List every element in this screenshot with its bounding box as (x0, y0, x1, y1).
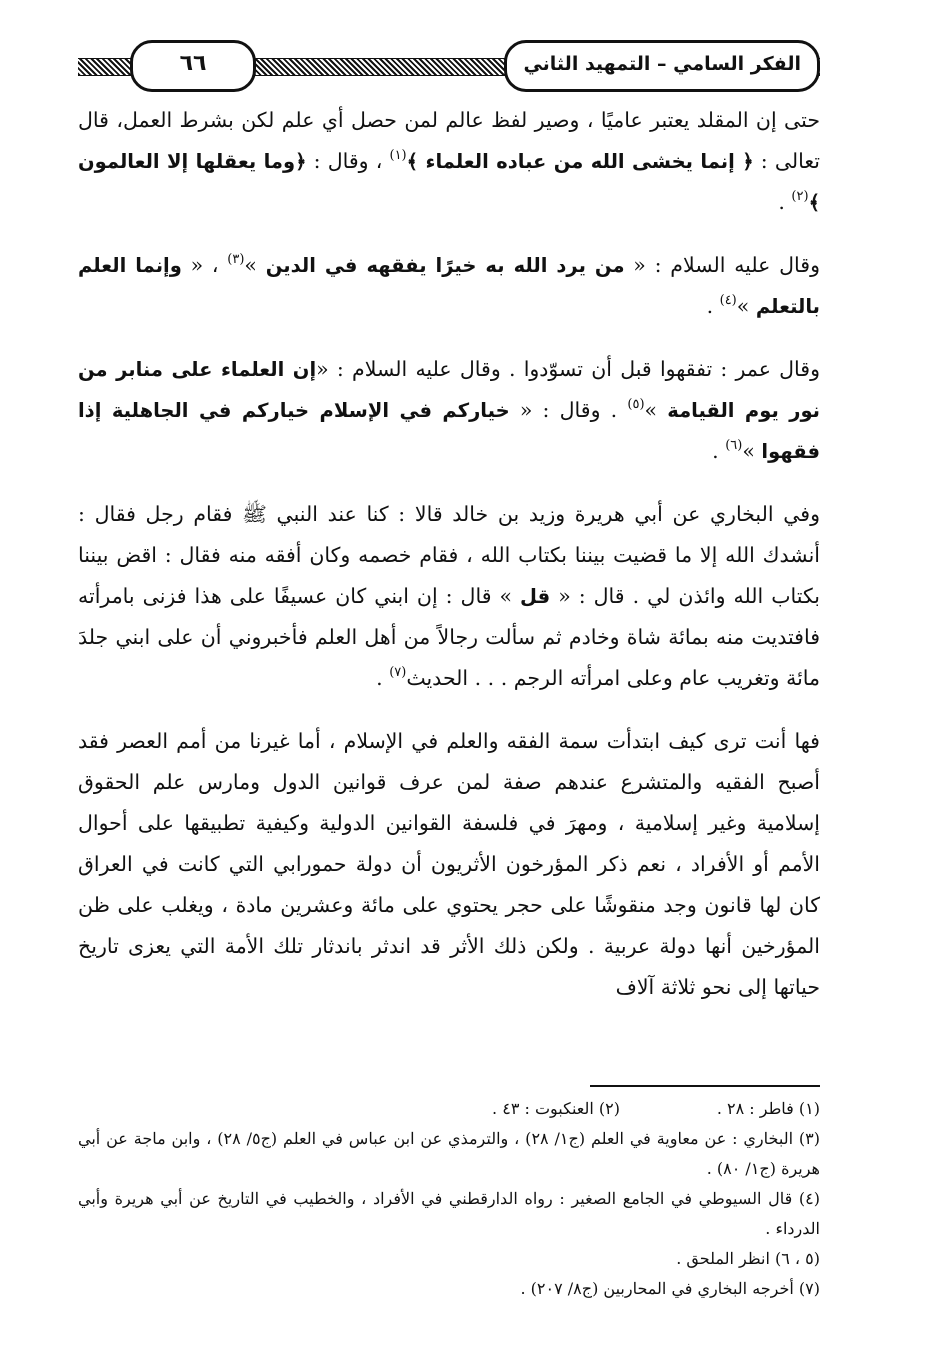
paragraph (78, 245, 820, 327)
footnote-ref: (٤) (719, 293, 737, 308)
text-run: » (736, 294, 756, 318)
footnotes (78, 1094, 820, 1304)
footnote-7: (٧) أخرجه البخاري في المحاربين (ج٨/ ٢٠٧) . (520, 1279, 820, 1298)
page-number: ٦٦ (130, 40, 256, 92)
text-run: . (376, 666, 390, 690)
footnote-4: (٤) قال السيوطي في الجامع الصغير : رواه الدارقطني في الأفراد ، والخطيب في التاريخ عن أبي هريرة وأبي الدرداء . (78, 1189, 820, 1238)
page-header (78, 34, 820, 96)
text-run: وقال عمر : تفقهوا قبل أن تسوّدوا . وقال عليه السلام : « (316, 357, 820, 381)
text-run: . (712, 439, 726, 463)
text-run: وقال عليه السلام : « (624, 253, 820, 277)
footnote-ref: (٧) (389, 665, 407, 680)
text-run: » (644, 398, 668, 422)
running-title: الفكر السامي – التمهيد الثاني (504, 40, 820, 92)
quoted-text: وإنما العلم بالتعلم (78, 254, 820, 318)
quoted-text: قل (520, 585, 551, 608)
text-run: » قال : إن ابني كان عسيفًا على هذا فزنى بامرأته فافتديت منه بمائة شاة وخادم ثم سألت رجالاً من أهل العلم فأخبروني أن على ابني جلدَ مائة وتغريب عام وعلى امرأته الرجم . . . الحديث (78, 584, 820, 690)
text-run: وفي البخاري عن أبي هريرة وزيد بن خالد قالا : كنا عند النبي ﷺ فقام رجل فقال : أنشدك الله إلا ما قضيت بيننا بكتاب الله ، فقام خصمه وكان أفقه منه فقال : اقض بيننا بكتاب الله وائذن لي . قال : « (78, 502, 820, 608)
footnote-ref: (٥) (627, 397, 645, 412)
text-run: » (244, 253, 266, 277)
paragraph (78, 494, 820, 699)
quoted-text: ﴿ إنما يخشى الله من عباده العلماء ﴾ (406, 150, 754, 173)
footnote-3: (٣) البخاري : عن معاوية في العلم (ج١/ ٢٨) ، والترمذي عن ابن عباس في العلم (ج٥/ ٢٨) ، وابن ماجة عن أبي هريرة (ج١/ ٨٠) . (78, 1129, 820, 1178)
quoted-text: خياركم في الإسلام خياركم في الجاهلية إذا فقهوا (78, 399, 820, 463)
footnote-separator (590, 1085, 820, 1087)
paragraph (78, 721, 820, 1008)
text-run: ، وقال : (306, 149, 390, 173)
footnote-ref: (٣) (227, 252, 245, 267)
quoted-text: من يرد الله به خيرًا يفقهه في الدين (265, 254, 625, 277)
footnote-ref: (٢) (791, 189, 809, 204)
footnote-5-6: (٥ ، ٦) انظر الملحق . (676, 1249, 820, 1268)
text-run: . (706, 294, 720, 318)
footnote-ref: (٦) (725, 438, 743, 453)
text-run: فها أنت ترى كيف ابتدأت سمة الفقه والعلم في الإسلام ، أما غيرنا من أمم العصر فقد أصبح الفقيه والمتشرع عندهم صفة لمن عرف قوانين الدول ومارس علم الحقوق إسلامية وغير إسلامية ، ومهرَ في فلسفة القوانين الدولية وكيفية تطبيقها على أحوال الأمم أو الأفراد ، نعم ذكر المؤرخون الأثريون أن دولة حمورابي التي كانت في العراق كان لها قانون وجد منقوشًا على حجر يحتوي على مائة وعشرين مادة ، ويغلب على ظن المؤرخين أنها دولة عربية . ولكن ذلك الأثر قد اندثر باندثار تلك الأمة التي يعزى تاريخ حياتها إلى نحو ثلاثة آلاف (78, 729, 820, 999)
footnote-2: (٢) العنكبوت : ٤٣ . (492, 1099, 620, 1118)
quoted-text: ﴿وما يعقلها إلا العالمون ﴾ (78, 150, 820, 214)
paragraph (78, 349, 820, 472)
main-text (78, 100, 820, 1030)
text-run: ، « (181, 253, 228, 277)
text-run: حتى إن المقلد يعتبر عاميًا ، وصير لفظ عالم لمن حصل أي علم لكن بشرط العمل، قال تعالى : (78, 108, 820, 173)
paragraph (78, 100, 820, 223)
footnote-row (78, 1244, 820, 1274)
text-run: » (742, 439, 762, 463)
quoted-text: إن العلماء على منابر من نور يوم القيامة (78, 358, 820, 422)
text-run: . وقال : « (509, 398, 628, 422)
footnote-row (78, 1094, 820, 1124)
footnote-1: (١) فاطر : ٢٨ . (716, 1099, 820, 1118)
footnote-ref: (١) (389, 148, 407, 163)
text-run: . (778, 190, 792, 214)
